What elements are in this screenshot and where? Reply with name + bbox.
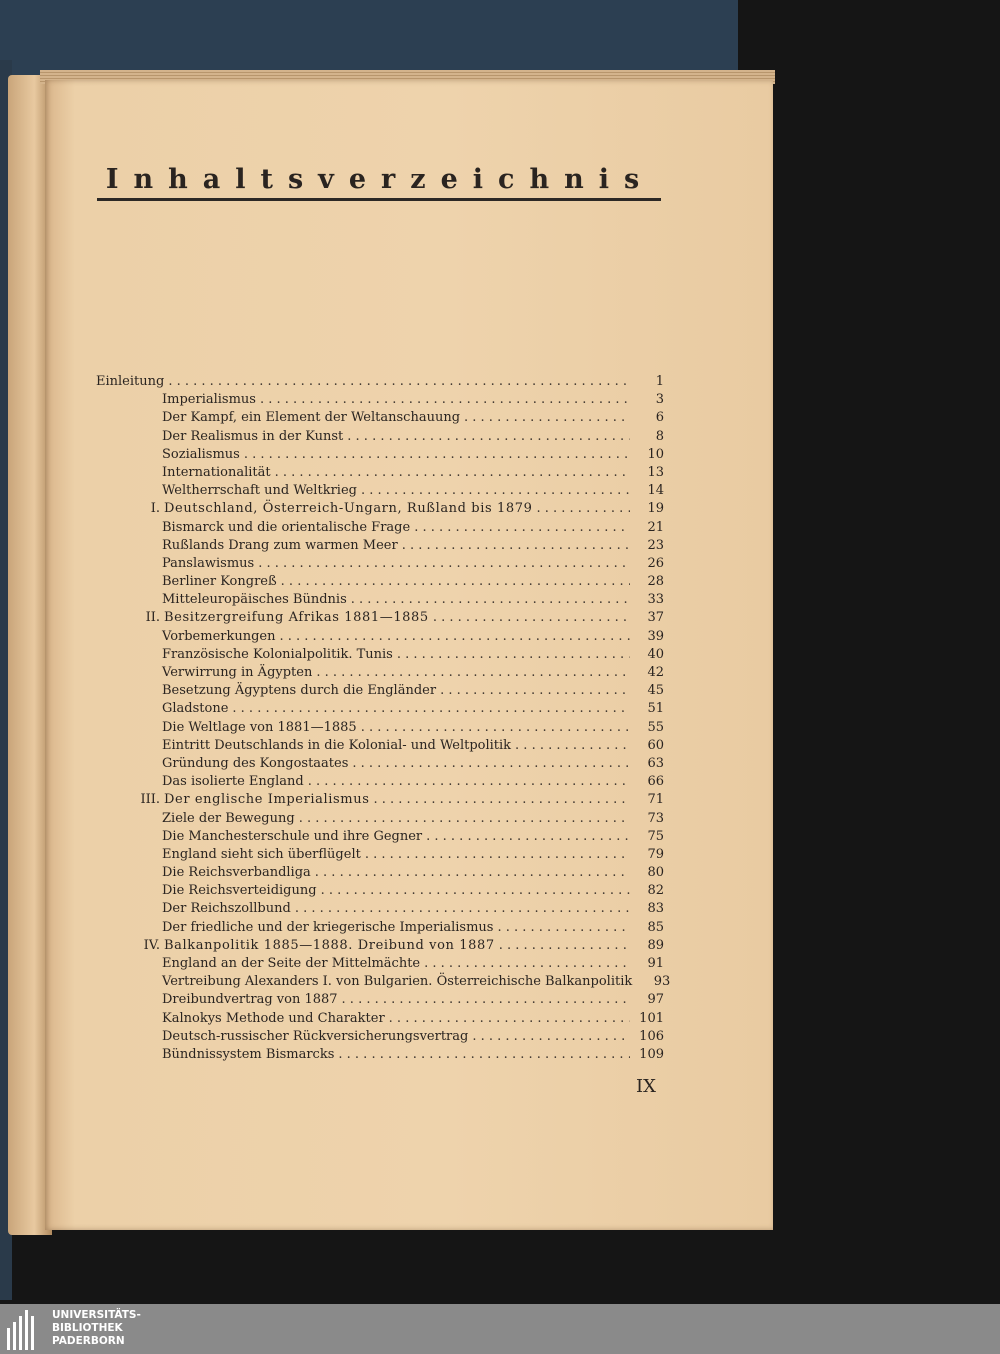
toc-entry-title: Französische Kolonialpolitik. Tunis <box>162 646 393 662</box>
toc-entry <box>96 719 664 737</box>
toc-entry <box>96 882 664 900</box>
toc-entry <box>96 991 664 1009</box>
toc-entry <box>96 628 664 646</box>
toc-dot-leader <box>316 664 630 682</box>
toc-dot-leader <box>536 500 630 518</box>
toc-entry <box>96 937 664 955</box>
toc-page-number: 73 <box>647 810 664 826</box>
toc-dot-leader <box>168 373 630 391</box>
toc-page-number: 93 <box>653 974 671 990</box>
toc-dot-leader <box>402 537 630 555</box>
toc-page-number: 40 <box>647 646 664 662</box>
toc-entry <box>96 573 664 591</box>
toc-dot-leader <box>433 609 630 627</box>
toc-page-number: 10 <box>647 446 664 462</box>
toc-entry-title: Der Realismus in der Kunst <box>162 428 344 444</box>
toc-entry-title: Die Weltlage von 1881—1885 <box>162 719 357 735</box>
toc-entry <box>96 682 664 700</box>
toc-dot-leader <box>351 591 630 609</box>
toc-page-number: 37 <box>647 610 664 626</box>
toc-chapter-number: IV. <box>143 937 160 953</box>
toc-entry <box>96 864 664 882</box>
toc-dot-leader <box>472 1028 630 1046</box>
toc-dot-leader <box>361 482 630 500</box>
toc-entry <box>96 919 664 937</box>
toc-page-number: 83 <box>647 901 664 917</box>
toc-page-number: 39 <box>647 628 664 644</box>
toc-entry-title: Eintritt Deutschlands in die Kolonial- und Weltpolitik <box>162 737 512 753</box>
toc-entry <box>96 537 664 555</box>
library-footer <box>0 1304 1000 1354</box>
toc-entry-title: Das isolierte England <box>162 774 304 790</box>
toc-dot-leader <box>352 755 630 773</box>
toc-entry-title: England sieht sich überflügelt <box>162 846 361 862</box>
toc-entry-title: Weltherrschaft und Weltkrieg <box>162 483 357 499</box>
toc-entry <box>96 409 664 427</box>
toc-entry <box>96 482 664 500</box>
toc-page-number: 91 <box>647 956 664 971</box>
toc-entry <box>96 791 664 809</box>
toc-entry-title: Verwirrung in Ägypten <box>162 665 313 680</box>
toc-dot-leader <box>308 773 630 791</box>
toc-chapter-number: III. <box>140 792 160 808</box>
toc-entry <box>96 591 664 609</box>
toc-entry <box>96 609 664 627</box>
toc-entry-title: Imperialismus <box>162 392 256 408</box>
toc-entry <box>96 755 664 773</box>
title-rule <box>97 198 661 201</box>
toc-entry-title: Balkanpolitik 1885—1888. Dreibund von 1887 <box>164 937 495 953</box>
toc-dot-leader <box>365 846 630 864</box>
toc-dot-leader <box>389 1010 630 1028</box>
toc-dot-leader <box>299 810 630 828</box>
toc-page-number: 75 <box>647 828 664 844</box>
toc-page-number: 89 <box>647 937 664 953</box>
toc-page-number: 3 <box>655 392 664 408</box>
page-title: Inhaltsverzeichnis <box>105 164 655 195</box>
toc-dot-leader <box>515 737 630 755</box>
toc-page-number: 1 <box>655 374 664 389</box>
toc-dot-leader <box>232 700 630 718</box>
toc-dot-leader <box>321 882 630 900</box>
toc-entry-title: England an der Seite der Mittelmächte <box>162 956 421 971</box>
library-name <box>52 1309 141 1348</box>
toc-page-number: 14 <box>647 483 664 499</box>
toc-entry-title: Kalnokys Methode und Charakter <box>162 1010 385 1026</box>
toc-dot-leader <box>424 955 630 973</box>
toc-entry <box>96 810 664 828</box>
toc-entry <box>96 373 664 391</box>
table-of-contents <box>96 373 671 1064</box>
toc-entry-title: Bismarck und die orientalische Frage <box>162 519 411 535</box>
toc-dot-leader <box>440 682 630 700</box>
toc-entry-title: Bündnissystem Bismarcks <box>162 1046 335 1062</box>
toc-entry-title: Gladstone <box>162 701 229 717</box>
toc-chapter-number: II. <box>145 610 160 626</box>
toc-page-number: 82 <box>647 883 664 899</box>
toc-page-number: 97 <box>647 992 664 1008</box>
toc-page-number: 33 <box>647 592 664 608</box>
toc-page-number: 109 <box>639 1046 664 1062</box>
library-logo-icon <box>5 1310 45 1350</box>
library-name-line2: BIBLIOTHEK <box>52 1322 123 1334</box>
toc-entry-title: Einleitung <box>96 374 165 389</box>
toc-dot-leader <box>373 791 630 809</box>
toc-entry-title: Deutschland, Österreich-Ungarn, Rußland bis 1879 <box>164 501 533 517</box>
toc-dot-leader <box>497 919 630 937</box>
toc-entry-title: Deutsch-russischer Rückversicherungsvertrag <box>162 1028 469 1044</box>
toc-entry-title: Der Reichszollbund <box>162 901 291 917</box>
toc-dot-leader <box>315 864 630 882</box>
toc-entry-title: Sozialismus <box>162 446 240 462</box>
toc-entry <box>96 446 664 464</box>
toc-entry-title: Gründung des Kongostaates <box>162 755 349 771</box>
toc-dot-leader <box>397 646 630 664</box>
toc-dot-leader <box>281 573 630 591</box>
toc-entry <box>96 955 664 973</box>
toc-page-number: 6 <box>655 410 664 426</box>
toc-entry <box>96 773 664 791</box>
toc-entry <box>96 700 664 718</box>
toc-entry <box>96 464 664 482</box>
toc-page-number: 28 <box>647 574 664 590</box>
toc-entry <box>96 1028 664 1046</box>
toc-page-number: 66 <box>647 774 664 790</box>
toc-entry <box>96 428 664 446</box>
library-name-line1: UNIVERSITÄTS- <box>52 1309 141 1321</box>
toc-entry <box>96 846 664 864</box>
toc-page-number: 26 <box>647 555 664 571</box>
toc-entry-title: Mitteleuropäisches Bündnis <box>162 592 347 608</box>
toc-entry <box>96 555 664 573</box>
toc-page-number: 71 <box>647 792 664 808</box>
toc-dot-leader <box>426 828 630 846</box>
toc-entry-title: Vorbemerkungen <box>162 628 276 644</box>
toc-page-number: 63 <box>647 755 664 771</box>
toc-page-number: 21 <box>647 519 664 535</box>
toc-page-number: 101 <box>639 1010 664 1026</box>
toc-entry-title: Die Manchesterschule und ihre Gegner <box>162 828 423 844</box>
toc-page-number: 13 <box>647 464 664 480</box>
toc-entry <box>96 973 671 991</box>
toc-entry-title: Internationalität <box>162 464 271 480</box>
toc-page-number: 23 <box>647 537 664 553</box>
library-name-line3: PADERBORN <box>52 1335 125 1347</box>
toc-entry-title: Die Reichsverteidigung <box>162 883 317 899</box>
toc-dot-leader <box>414 519 630 537</box>
toc-dot-leader <box>361 719 630 737</box>
toc-entry <box>96 664 664 682</box>
toc-entry-title: Besitzergreifung Afrikas 1881—1885 <box>164 610 429 626</box>
toc-entry <box>96 828 664 846</box>
toc-entry <box>96 519 664 537</box>
toc-dot-leader <box>295 900 630 918</box>
toc-entry <box>96 646 664 664</box>
toc-dot-leader <box>260 391 630 409</box>
toc-entry-title: Der Kampf, ein Element der Weltanschauung <box>162 410 461 426</box>
page-folio: IX <box>636 1076 656 1097</box>
toc-dot-leader <box>244 446 630 464</box>
toc-entry-title: Ziele der Bewegung <box>162 810 295 826</box>
toc-entry-title: Die Reichsverbandliga <box>162 865 311 881</box>
toc-page-number: 19 <box>647 501 664 517</box>
toc-entry-title: Der englische Imperialismus <box>164 792 370 808</box>
toc-page-number: 8 <box>655 428 664 444</box>
toc-dot-leader <box>275 464 630 482</box>
toc-page-number: 42 <box>647 665 664 680</box>
toc-entry-title: Panslawismus <box>162 555 255 571</box>
toc-page-number: 60 <box>647 737 664 753</box>
toc-dot-leader <box>499 937 630 955</box>
toc-page-number: 79 <box>647 846 664 862</box>
toc-dot-leader <box>342 991 630 1009</box>
toc-page-number: 55 <box>647 719 664 735</box>
toc-page-number: 85 <box>647 919 664 935</box>
toc-entry-title: Der friedliche und der kriegerische Imperialismus <box>162 919 494 935</box>
toc-entry <box>96 1010 664 1028</box>
toc-entry <box>96 500 664 518</box>
toc-dot-leader <box>280 628 631 646</box>
toc-dot-leader <box>338 1046 630 1064</box>
toc-dot-leader <box>464 409 630 427</box>
toc-page-number: 51 <box>647 701 664 717</box>
toc-entry <box>96 391 664 409</box>
toc-entry-title: Berliner Kongreß <box>162 574 277 590</box>
toc-page-number: 106 <box>639 1028 664 1044</box>
toc-dot-leader <box>258 555 630 573</box>
toc-entry <box>96 900 664 918</box>
toc-dot-leader <box>347 428 630 446</box>
toc-entry <box>96 737 664 755</box>
toc-page-number: 45 <box>647 683 664 699</box>
toc-entry-title: Dreibundvertrag von 1887 <box>162 992 338 1008</box>
toc-entry-title: Besetzung Ägyptens durch die Engländer <box>162 683 437 699</box>
toc-chapter-number: I. <box>150 501 160 517</box>
toc-entry-title: Rußlands Drang zum warmen Meer <box>162 537 398 553</box>
toc-entry-title: Vertreibung Alexanders I. von Bulgarien. Österreichische Balkanpolitik <box>162 974 633 990</box>
toc-page-number: 80 <box>647 865 664 881</box>
toc-entry <box>96 1046 664 1064</box>
